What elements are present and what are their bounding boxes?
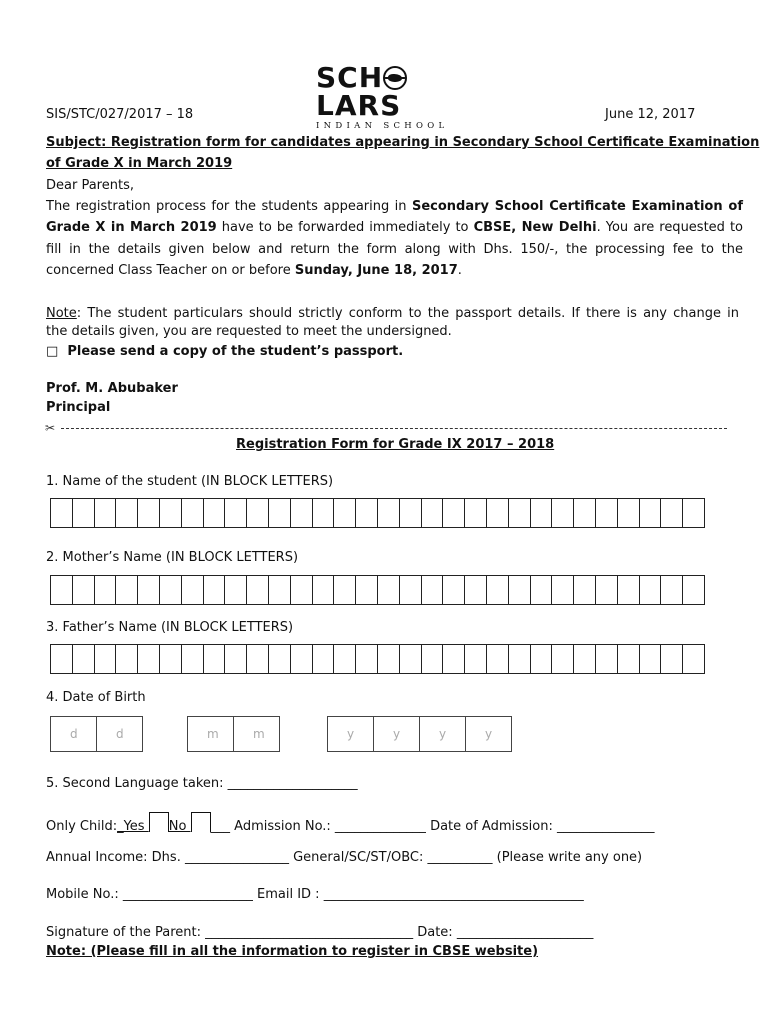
logo-subtitle: INDIAN SCHOOL xyxy=(316,121,449,131)
subject-line-1: Subject: Registration form for candidates appearing in Secondary School Certificate Examination xyxy=(46,135,760,150)
letter-box[interactable] xyxy=(224,644,247,674)
letter-box[interactable] xyxy=(464,498,487,528)
letter-box[interactable] xyxy=(595,644,618,674)
letter-box[interactable] xyxy=(290,644,313,674)
note-line-2: the details given, you are requested to meet the undersigned. xyxy=(46,324,452,339)
letter-box[interactable] xyxy=(203,644,226,674)
letter-box[interactable] xyxy=(660,498,683,528)
salutation: Dear Parents, xyxy=(46,178,134,193)
principal-title: Principal xyxy=(46,400,111,415)
dob-year-digit[interactable]: y xyxy=(465,716,512,752)
letter-box[interactable] xyxy=(617,575,640,605)
note-text: : The student particulars should strictly conform to the passport details. If there is any change in xyxy=(76,306,739,321)
letter-box[interactable] xyxy=(72,575,95,605)
dob-year-digit[interactable]: y xyxy=(373,716,420,752)
letter-box[interactable] xyxy=(224,575,247,605)
letter-box[interactable] xyxy=(399,498,422,528)
yes-label: _Yes xyxy=(117,819,149,834)
student-name-boxes[interactable] xyxy=(50,498,704,528)
letter-box[interactable] xyxy=(617,498,640,528)
letter-box[interactable] xyxy=(639,498,662,528)
para-text: have to be forwarded immediately to xyxy=(221,220,469,235)
letter-box[interactable] xyxy=(464,644,487,674)
bullet-box-icon: □ xyxy=(46,344,59,359)
letter-box[interactable] xyxy=(573,498,596,528)
dob-day-digit[interactable]: d xyxy=(50,716,97,752)
letter-box[interactable] xyxy=(639,644,662,674)
letter-box[interactable] xyxy=(530,498,553,528)
letter-box[interactable] xyxy=(50,575,73,605)
para-text: . You are requested to xyxy=(596,220,744,235)
letter-box[interactable] xyxy=(50,498,73,528)
admission-fields[interactable]: ___ Admission No.: ______________ Date of Admission: _______________ xyxy=(210,819,655,834)
logo-wordmark xyxy=(316,61,476,122)
letter-box[interactable] xyxy=(72,498,95,528)
letter-box[interactable] xyxy=(115,498,138,528)
school-logo xyxy=(316,61,476,131)
letter-box[interactable] xyxy=(333,575,356,605)
dob-month-digit[interactable]: m xyxy=(233,716,280,752)
letter-box[interactable] xyxy=(530,575,553,605)
letter-box[interactable] xyxy=(442,575,465,605)
para-bold-text: CBSE, New Delhi xyxy=(473,220,597,235)
paragraph-line-2 xyxy=(46,220,743,236)
letter-box[interactable] xyxy=(595,575,618,605)
letter-box[interactable] xyxy=(312,575,335,605)
letter-box[interactable] xyxy=(159,575,182,605)
letter-box[interactable] xyxy=(137,575,160,605)
letter-box[interactable] xyxy=(595,498,618,528)
para-text: The registration process for the students appearing in xyxy=(46,199,407,214)
paragraph-line-3: fill in the details given below and return the form along with Dhs. 150/-, the processing fee to the xyxy=(46,242,743,257)
principal-name: Prof. M. Abubaker xyxy=(46,381,178,396)
letter-box[interactable] xyxy=(115,575,138,605)
letter-box[interactable] xyxy=(246,644,269,674)
father-name-label: 3. Father’s Name (IN BLOCK LETTERS) xyxy=(46,620,294,635)
signature-date-line[interactable]: Signature of the Parent: ________________________________ Date: _____________________ xyxy=(46,925,594,940)
letter-box[interactable] xyxy=(551,644,574,674)
letter-box[interactable] xyxy=(551,575,574,605)
letter-box[interactable] xyxy=(290,575,313,605)
letter-box[interactable] xyxy=(682,575,705,605)
note-label: Note xyxy=(46,306,77,321)
letter-box[interactable] xyxy=(333,498,356,528)
dob-day-digit[interactable]: d xyxy=(96,716,143,752)
letter-box[interactable] xyxy=(377,498,400,528)
letter-box[interactable] xyxy=(421,575,444,605)
para-text: concerned Class Teacher on or before xyxy=(46,263,291,278)
father-name-boxes[interactable] xyxy=(50,644,704,674)
letter-box[interactable] xyxy=(377,575,400,605)
letter-box[interactable] xyxy=(486,498,509,528)
letter-box[interactable] xyxy=(682,644,705,674)
letter-box[interactable] xyxy=(224,498,247,528)
letter-box[interactable] xyxy=(442,644,465,674)
no-checkbox[interactable] xyxy=(191,812,211,832)
letter-box[interactable] xyxy=(181,575,204,605)
dob-month-digit[interactable]: m xyxy=(187,716,234,752)
letter-box[interactable] xyxy=(181,498,204,528)
letter-box[interactable] xyxy=(617,644,640,674)
letter-box[interactable] xyxy=(486,644,509,674)
letter-box[interactable] xyxy=(551,498,574,528)
letter-box[interactable] xyxy=(508,575,531,605)
yes-checkbox[interactable] xyxy=(149,812,169,832)
dob-label: 4. Date of Birth xyxy=(46,690,146,705)
mother-name-label: 2. Mother’s Name (IN BLOCK LETTERS) xyxy=(46,550,299,565)
letter-box[interactable] xyxy=(203,575,226,605)
cut-line xyxy=(45,421,727,435)
paragraph-line-1 xyxy=(46,199,743,215)
second-language-field[interactable]: 5. Second Language taken: ____________________ xyxy=(46,776,358,791)
dob-year-digit[interactable]: y xyxy=(327,716,374,752)
letter-box[interactable] xyxy=(50,644,73,674)
reference-number: SIS/STC/027/2017 – 18 xyxy=(46,107,194,122)
letter-box[interactable] xyxy=(72,644,95,674)
para-bold-text: Grade X in March 2019 xyxy=(46,220,217,235)
note-line-1 xyxy=(46,306,739,322)
letter-box[interactable] xyxy=(639,575,662,605)
letter-box[interactable] xyxy=(246,575,269,605)
letter-box[interactable] xyxy=(312,498,335,528)
letter-box[interactable] xyxy=(464,575,487,605)
dob-month-boxes[interactable] xyxy=(187,716,279,752)
passport-text: Please send a copy of the student’s passport. xyxy=(67,344,404,359)
letter-box[interactable] xyxy=(355,575,378,605)
letter-box[interactable] xyxy=(399,644,422,674)
logo-text-left: SCH xyxy=(316,61,384,94)
letter-box[interactable] xyxy=(94,498,117,528)
letter-box[interactable] xyxy=(399,575,422,605)
letter-box[interactable] xyxy=(159,644,182,674)
letter-box[interactable] xyxy=(421,644,444,674)
passport-instruction xyxy=(46,344,403,360)
letter-box[interactable] xyxy=(203,498,226,528)
letter-box[interactable] xyxy=(355,644,378,674)
dashed-divider xyxy=(61,428,727,429)
only-child-label: Only Child: xyxy=(46,819,118,834)
letter-box[interactable] xyxy=(530,644,553,674)
mother-name-boxes[interactable] xyxy=(50,575,704,605)
letter-box[interactable] xyxy=(573,575,596,605)
only-child-line xyxy=(46,812,655,835)
dob-day-boxes[interactable] xyxy=(50,716,142,752)
no-label: No xyxy=(168,819,191,834)
letter-box[interactable] xyxy=(660,644,683,674)
letter-box[interactable] xyxy=(333,644,356,674)
dob-year-boxes[interactable] xyxy=(327,716,511,752)
final-note: Note: (Please fill in all the information to register in CBSE website) xyxy=(46,944,539,959)
para-text: . xyxy=(457,263,462,278)
letter-date: June 12, 2017 xyxy=(605,107,696,122)
para-bold-text: Secondary School Certificate Examination of xyxy=(411,199,743,214)
letter-box[interactable] xyxy=(508,644,531,674)
letter-box[interactable] xyxy=(94,644,117,674)
letter-box[interactable] xyxy=(573,644,596,674)
letter-box[interactable] xyxy=(181,644,204,674)
letter-box[interactable] xyxy=(355,498,378,528)
subject-line-2: of Grade X in March 2019 xyxy=(46,156,233,171)
letter-box[interactable] xyxy=(268,644,291,674)
dob-year-digit[interactable]: y xyxy=(419,716,466,752)
letter-box[interactable] xyxy=(290,498,313,528)
letter-box[interactable] xyxy=(159,498,182,528)
student-name-label: 1. Name of the student (IN BLOCK LETTERS) xyxy=(46,474,334,489)
para-bold-text: Sunday, June 18, 2017 xyxy=(294,263,458,278)
letter-box[interactable] xyxy=(421,498,444,528)
income-line[interactable]: Annual Income: Dhs. ________________ General/SC/ST/OBC: __________ (Please write any one) xyxy=(46,850,643,865)
letter-box[interactable] xyxy=(137,498,160,528)
letter-box[interactable] xyxy=(268,575,291,605)
letter-box[interactable] xyxy=(94,575,117,605)
globe-icon xyxy=(383,66,407,90)
form-title: Registration Form for Grade IX 2017 – 2018 xyxy=(236,437,555,452)
letter-box[interactable] xyxy=(115,644,138,674)
letter-box[interactable] xyxy=(660,575,683,605)
letter-box[interactable] xyxy=(246,498,269,528)
letter-box[interactable] xyxy=(508,498,531,528)
mobile-email-line[interactable]: Mobile No.: ____________________ Email ID : ________________________________________ xyxy=(46,887,584,902)
scissors-icon: ✂ xyxy=(45,421,56,435)
logo-text-right: LARS xyxy=(316,89,402,122)
letter-box[interactable] xyxy=(442,498,465,528)
letter-box[interactable] xyxy=(137,644,160,674)
letter-box[interactable] xyxy=(377,644,400,674)
letter-box[interactable] xyxy=(268,498,291,528)
letter-box[interactable] xyxy=(486,575,509,605)
letter-box[interactable] xyxy=(682,498,705,528)
paragraph-line-4 xyxy=(46,263,462,279)
letter-box[interactable] xyxy=(312,644,335,674)
